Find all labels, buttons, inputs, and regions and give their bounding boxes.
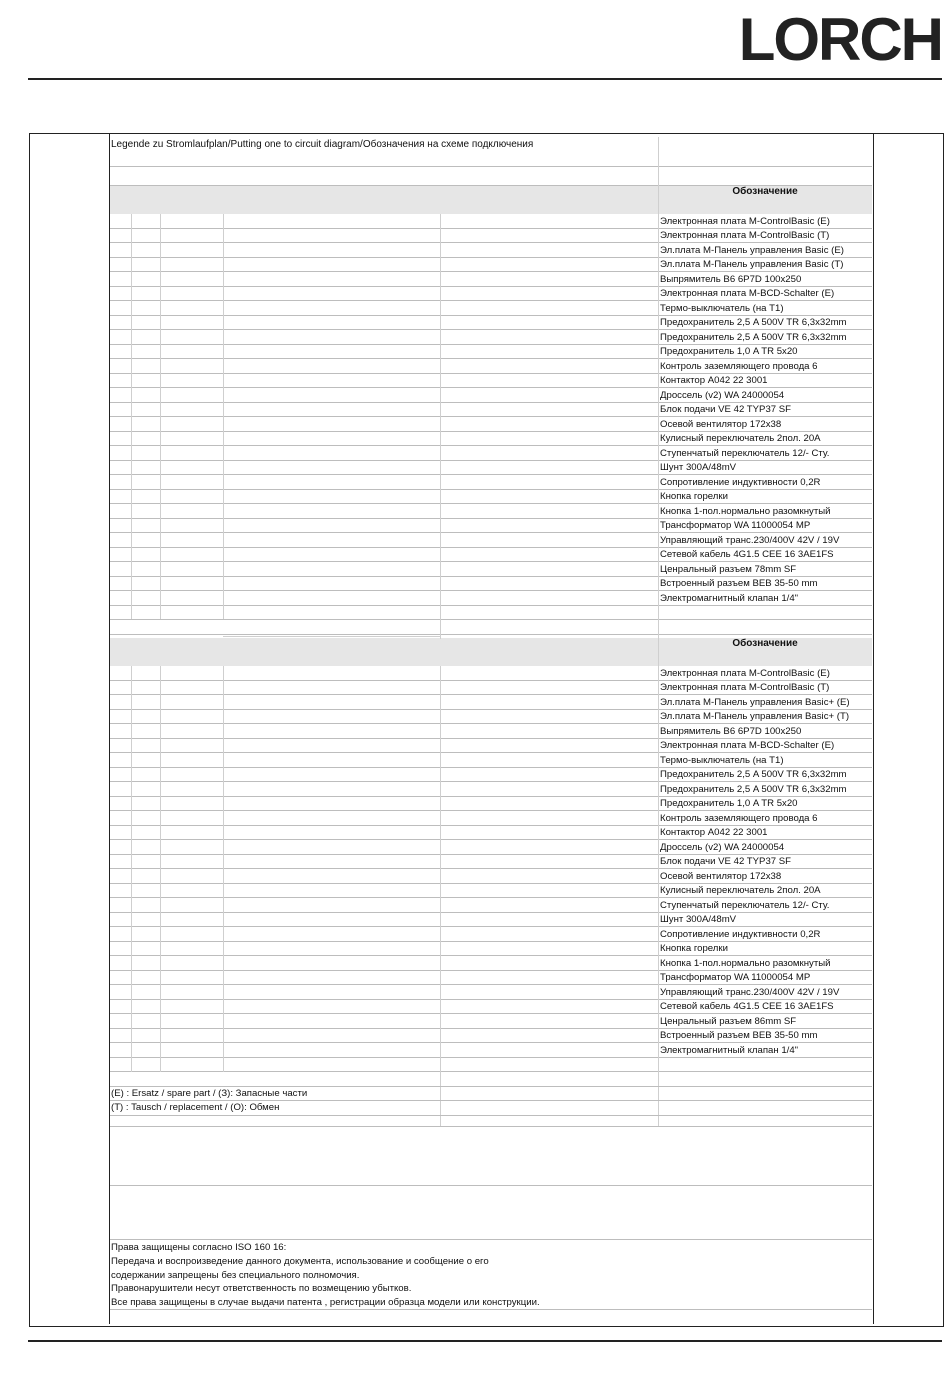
column-line [131, 666, 132, 1072]
designation-cell: Электронная плата M-ControlBasic (E) [660, 215, 830, 227]
legal-line: содержании запрещены без специального полномочия. [111, 1270, 360, 1281]
designation-cell: Ценральный разъем 78mm SF [660, 563, 797, 575]
designation-cell: Кнопка горелки [660, 943, 728, 954]
blank-row [110, 1072, 872, 1087]
designation-cell: Кнопка горелки [660, 491, 728, 502]
table-row [110, 606, 872, 621]
designation-cell: Дроссель (v2) WA 24000054 [660, 389, 785, 401]
designation-cell: Сетевой кабель 4G1.5 CEE 16 3AE1FS [660, 1001, 834, 1012]
designation-cell: Встроенный разъем BEB 35-50 mm [660, 1030, 818, 1041]
designation-cell: Контроль заземляющего провода 6 [660, 812, 818, 824]
table-row [110, 913, 872, 928]
designation-cell: Кнопка 1-пол.нормально разомкнутый [660, 957, 831, 969]
legal-line: Права защищены согласно ISO 160 16: [111, 1242, 287, 1253]
section-1-column-header: Обозначение [732, 186, 798, 197]
legend-title: Legende zu Stromlaufplan/Putting one to circuit diagram/Обозначения на схеме подключения [111, 139, 534, 150]
designation-cell: Эл.плата M-Панель управления Basic (T) [660, 259, 844, 270]
designation-cell: Блок подачи VE 42 TYP37 SF [660, 856, 792, 867]
designation-cell: Контактор A042 22 3001 [660, 827, 768, 838]
designation-cell: Термо-выключатель (на T1) [660, 754, 784, 766]
column-line [658, 137, 659, 1127]
column-line [440, 214, 441, 639]
designation-cell: Ценральный разъем 86mm SF [660, 1015, 797, 1027]
column-line [160, 214, 161, 619]
separator-line [223, 636, 440, 637]
designation-cell: Электронная плата M-BCD-Schalter (E) [660, 288, 835, 299]
legal-line: Все права защищены в случае выдачи патента , регистрации образца модели или конструкции. [111, 1297, 540, 1308]
note-spare-part: (E) : Ersatz / spare part / (З): Запасные части [111, 1088, 308, 1099]
section-2-column-header: Обозначение [732, 638, 798, 649]
lorch-logo: LORCH [738, 6, 942, 73]
table-row [110, 490, 872, 505]
designation-cell: Эл.плата M-Панель управления Basic+ (E) [660, 696, 850, 708]
designation-cell: Предохранитель 2,5 A 500V TR 6,3x32mm [660, 783, 847, 795]
designation-cell: Кулисный переключатель 2пол. 20A [660, 433, 821, 444]
blank-row [110, 1127, 872, 1186]
designation-cell: Электронная плата M-ControlBasic (T) [660, 682, 830, 693]
designation-cell: Предохранитель 1,0 A TR 5x20 [660, 346, 798, 357]
designation-cell: Контроль заземляющего провода 6 [660, 360, 818, 372]
designation-cell: Электронная плата M-ControlBasic (E) [660, 667, 830, 679]
designation-cell: Управляющий транс.230/400V 42V / 19V [660, 986, 840, 998]
header-rule [28, 78, 942, 80]
designation-cell: Управляющий транс.230/400V 42V / 19V [660, 534, 840, 546]
footer-rule [28, 1340, 942, 1342]
designation-cell: Электронная плата M-BCD-Schalter (E) [660, 740, 835, 751]
column-line [223, 214, 224, 619]
table-row [110, 620, 872, 635]
blank-row [110, 167, 872, 186]
designation-cell: Трансформатор WA 11000054 MP [660, 972, 811, 983]
column-line [160, 666, 161, 1072]
column-line [440, 666, 441, 1127]
legal-line: Правонарушители несут ответственность по возмещению убытков. [111, 1283, 412, 1294]
legal-row [110, 1240, 872, 1310]
designation-cell: Блок подачи VE 42 TYP37 SF [660, 404, 792, 415]
designation-cell: Электромагнитный клапан 1/4" [660, 1044, 799, 1056]
designation-cell: Выпрямитель B6 6P7D 100x250 [660, 725, 802, 737]
designation-cell: Кнопка 1-пол.нормально разомкнутый [660, 505, 831, 517]
designation-cell: Осевой вентилятор 172x38 [660, 418, 782, 430]
table-row [110, 461, 872, 476]
designation-cell: Сопротивление индуктивности 0,2R [660, 928, 821, 940]
table-row [110, 1058, 872, 1073]
designation-cell: Шунт 300A/48mV [660, 462, 737, 473]
table-row [110, 942, 872, 957]
blank-row [110, 1116, 872, 1127]
designation-cell: Электронная плата M-ControlBasic (T) [660, 230, 830, 241]
designation-cell: Эл.плата M-Панель управления Basic (E) [660, 244, 844, 256]
column-line [223, 666, 224, 1072]
designation-cell: Выпрямитель B6 6P7D 100x250 [660, 273, 802, 285]
designation-cell: Предохранитель 2,5 A 500V TR 6,3x32mm [660, 769, 847, 780]
designation-cell: Предохранитель 1,0 A TR 5x20 [660, 798, 798, 809]
designation-cell: Осевой вентилятор 172x38 [660, 870, 782, 882]
legal-line: Передача и воспроизведение данного документа, использование и сообщение о его [111, 1256, 489, 1267]
designation-cell: Ступенчатый переключатель 12/- Сту. [660, 899, 830, 911]
designation-cell: Дроссель (v2) WA 24000054 [660, 841, 785, 853]
designation-cell: Термо-выключатель (на T1) [660, 302, 784, 314]
designation-cell: Эл.плата M-Панель управления Basic+ (T) [660, 711, 850, 722]
designation-cell: Сопротивление индуктивности 0,2R [660, 476, 821, 488]
designation-cell: Сетевой кабель 4G1.5 CEE 16 3AE1FS [660, 549, 834, 560]
designation-cell: Встроенный разъем BEB 35-50 mm [660, 578, 818, 589]
blank-row [110, 1186, 872, 1240]
designation-cell: Шунт 300A/48mV [660, 914, 737, 925]
designation-cell: Контактор A042 22 3001 [660, 375, 768, 386]
column-line [131, 214, 132, 619]
designation-cell: Электромагнитный клапан 1/4" [660, 592, 799, 604]
note-replacement: (T) : Tausch / replacement / (O): Обмен [111, 1102, 280, 1113]
designation-cell: Кулисный переключатель 2пол. 20A [660, 885, 821, 896]
designation-cell: Предохранитель 2,5 A 500V TR 6,3x32mm [660, 317, 847, 328]
designation-cell: Трансформатор WA 11000054 MP [660, 520, 811, 531]
designation-cell: Предохранитель 2,5 A 500V TR 6,3x32mm [660, 331, 847, 343]
designation-cell: Ступенчатый переключатель 12/- Сту. [660, 447, 830, 459]
